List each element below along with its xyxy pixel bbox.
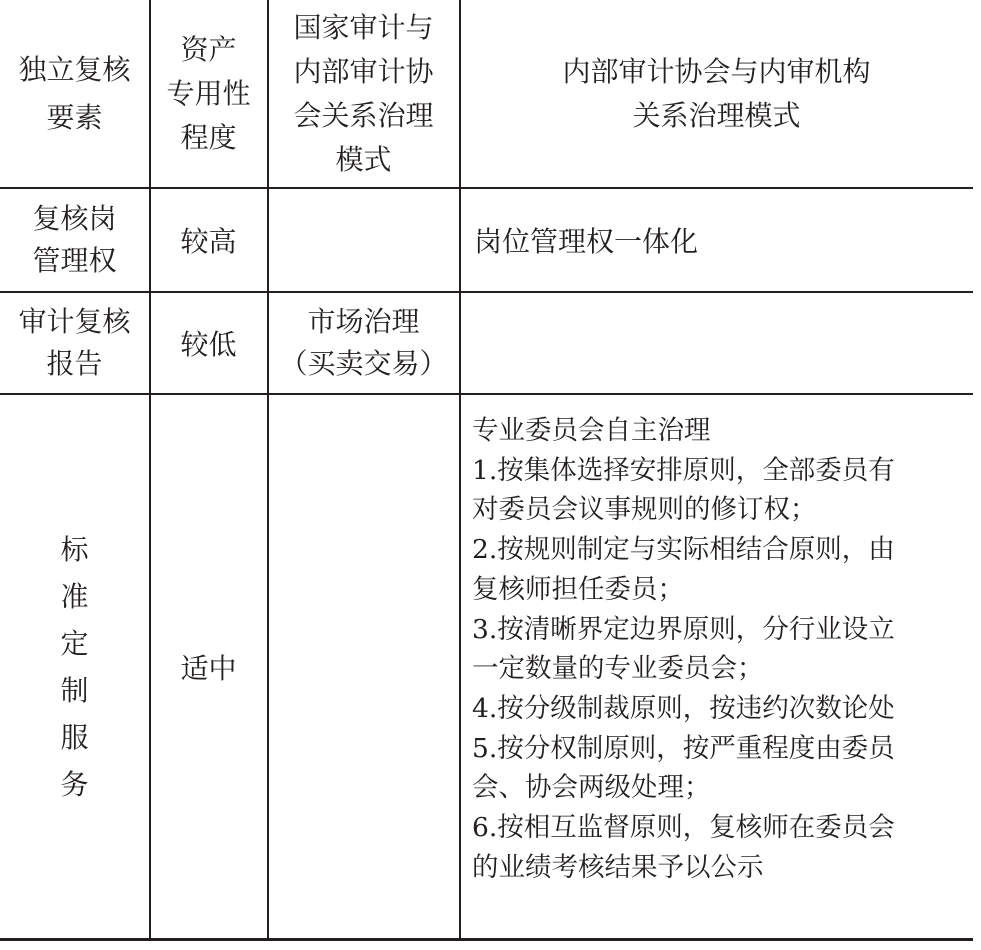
table-bottom-rule bbox=[0, 938, 973, 941]
header-text: 国家审计与 bbox=[293, 10, 434, 44]
row-specificity-cell bbox=[150, 395, 267, 938]
header-text: 独立复核 bbox=[18, 52, 131, 86]
header-cell-specificity bbox=[150, 0, 267, 187]
list-item: 3.按清晰界定边界原则，分行业设立 bbox=[472, 613, 895, 645]
header-cell-internal-mode bbox=[460, 0, 973, 187]
row-specificity-cell bbox=[150, 292, 267, 393]
cell-text: 较高 bbox=[180, 225, 237, 258]
row-specificity-cell bbox=[150, 189, 267, 291]
list-item: 5.按分权制原则，按严重程度由委员 bbox=[472, 732, 895, 764]
header-text: 程度 bbox=[180, 120, 237, 154]
cell-text: 服 bbox=[60, 720, 89, 754]
list-item: 会、协会两级处理； bbox=[472, 772, 711, 804]
list-item: 2.按规则制定与实际相结合原则，由 bbox=[472, 534, 895, 566]
row-internal-mode-cell bbox=[460, 395, 973, 938]
row-internal-mode-cell bbox=[460, 292, 973, 393]
cell-text: 管理权 bbox=[32, 244, 117, 277]
list-item: 的业绩考核结果予以公示 bbox=[472, 851, 764, 883]
list-item: 专业委员会自主治理 bbox=[472, 415, 711, 446]
row-element-cell bbox=[0, 189, 149, 291]
cell-text: 审计复核 bbox=[18, 304, 131, 338]
header-cell-national-mode bbox=[268, 0, 459, 187]
header-text: 会关系治理 bbox=[293, 98, 434, 132]
list-item: 1.按集体选择安排原则，全部委员有 bbox=[472, 454, 895, 486]
list-item: 一定数量的专业委员会； bbox=[472, 653, 764, 685]
header-text: 资产 bbox=[180, 32, 237, 66]
header-text: 内部审计协 bbox=[293, 54, 434, 88]
cell-text: （买卖交易） bbox=[279, 346, 448, 380]
row-national-mode-cell bbox=[268, 189, 459, 291]
row-national-mode-cell bbox=[268, 292, 459, 393]
list-item: 6.按相互监督原则，复核师在委员会 bbox=[472, 812, 895, 844]
list-item: 对委员会议事规则的修订权； bbox=[472, 494, 817, 526]
header-cell-element bbox=[0, 0, 149, 187]
row-element-cell bbox=[0, 292, 149, 393]
list-item: 复核师担任委员； bbox=[472, 573, 684, 605]
cell-text: 准 bbox=[60, 579, 89, 613]
header-text: 关系治理模式 bbox=[632, 98, 801, 132]
list-item: 4.按分级制裁原则，按违约次数论处 bbox=[472, 692, 895, 724]
cell-text: 制 bbox=[60, 673, 89, 707]
header-text: 内部审计协会与内审机构 bbox=[562, 54, 871, 88]
header-text: 专用性 bbox=[166, 76, 251, 110]
cell-text: 标 bbox=[60, 532, 89, 566]
cell-text: 复核岗 bbox=[32, 202, 117, 235]
cell-text: 适中 bbox=[180, 651, 237, 685]
cell-text: 岗位管理权一体化 bbox=[474, 225, 699, 258]
row-national-mode-cell bbox=[268, 395, 459, 938]
cell-text: 报告 bbox=[46, 346, 103, 380]
row-element-cell bbox=[0, 395, 149, 938]
cell-text: 较低 bbox=[180, 327, 237, 361]
cell-text: 市场治理 bbox=[307, 304, 420, 338]
header-text: 要素 bbox=[46, 100, 103, 134]
cell-text: 务 bbox=[60, 767, 89, 801]
cell-text: 定 bbox=[60, 626, 89, 660]
header-text: 模式 bbox=[335, 142, 392, 176]
row-internal-mode-cell bbox=[460, 189, 973, 291]
